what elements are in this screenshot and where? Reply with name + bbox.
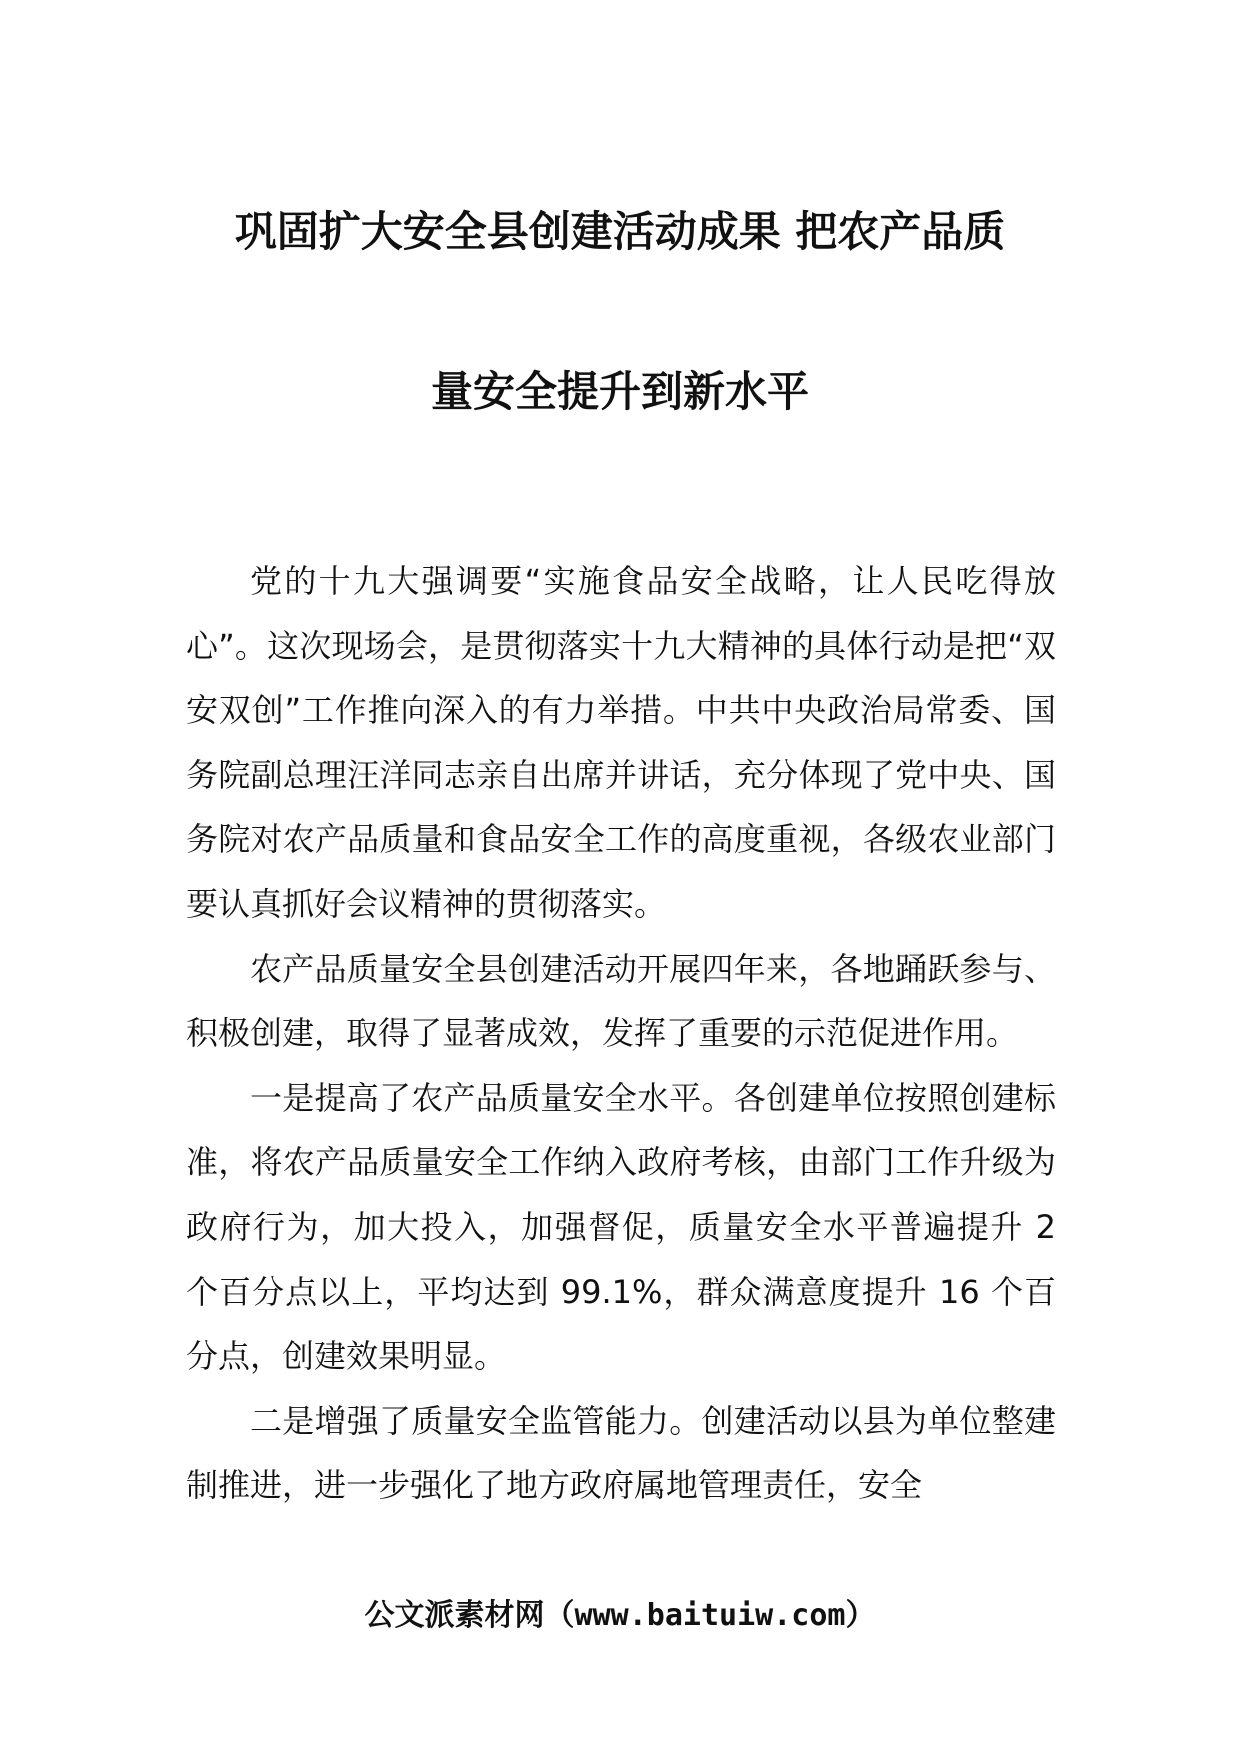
paragraph-2: 农产品质量安全县创建活动开展四年来，各地踊跃参与、积极创建，取得了显著成效，发挥了重要的示范促进作用。	[186, 949, 1056, 1053]
paragraph-1: 党的十九大强调要“实施食品安全战略，让人民吃得放心”。这次现场会，是贯彻落实十九大精神的具体行动是把“双安双创”工作推向深入的有力举措。中共中央政治局常委、国务院副总理汪洋同志亲自出席并讲话，充分体现了党中央、国务院对农产品质量和食品安全工作的高度重视，各级农业部门要认真抓好会议精神的贯彻落实。	[186, 562, 1056, 923]
document-title-line-1: 巩固扩大安全县创建活动成果 把农产品质	[234, 207, 1006, 256]
paragraph-4: 二是增强了质量安全监管能力。创建活动以县为单位整建制推进，进一步强化了地方政府属地管理责任，安全	[186, 1401, 1056, 1505]
footer-watermark-text: 公文派素材网（www.baituiw.com）	[364, 1598, 876, 1633]
document-body	[186, 549, 1056, 1518]
document-title-line-2: 量安全提升到新水平	[430, 367, 809, 416]
paragraph-3: 一是提高了农产品质量安全水平。各创建单位按照创建标准，将农产品质量安全工作纳入政府考核，由部门工作升级为政府行为，加大投入，加强督促，质量安全水平普遍提升 2 个百分点以上，平均达到 99.1%，群众满意度提升 16 个百分点，创建效果明显。	[186, 1078, 1056, 1376]
